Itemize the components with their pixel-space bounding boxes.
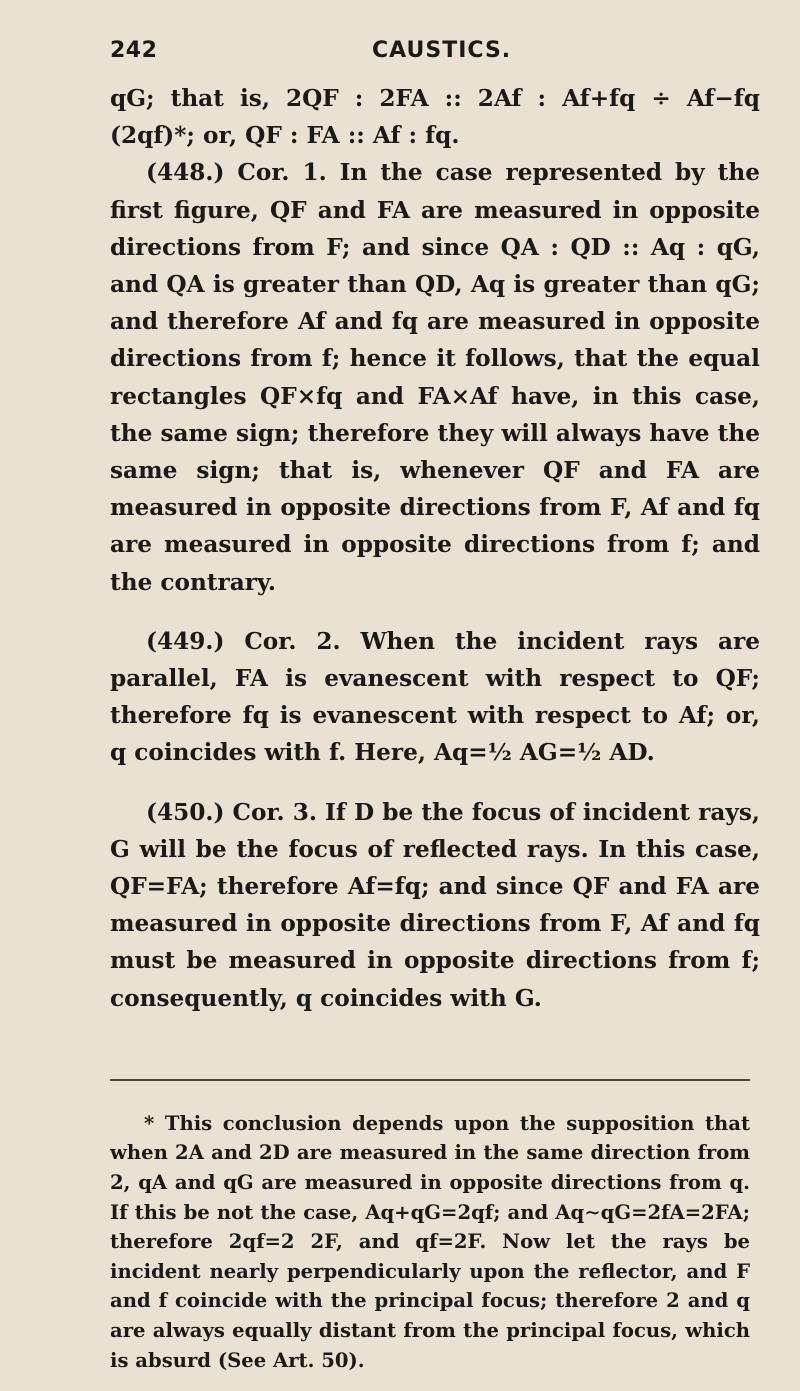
running-head bbox=[110, 38, 760, 78]
page-number: 242 bbox=[110, 38, 158, 63]
paragraph-448: (448.) Cor. 1. In the case represented by the first figure, QF and FA are measured in opposite directions from F; and since QA : QD :: Aq : qG, and QA is greater than QD, Aq is greater than qG; and therefore Af and fq are measured in opposite directions from f; hence it follows, that the equal rectangles QF×fq and FA×Af have, in this case, the same sign; therefore they will always have the same sign; that is, whenever QF and FA are measured in opposite directions from F, Af and fq are measured in opposite directions from f; and the contrary. bbox=[110, 159, 760, 596]
body-text bbox=[110, 80, 760, 1017]
footnote: * This conclusion depends upon the supposition that when 2A and 2D are measured in the same direction from 2, qA and qG are measured in opposite directions from q. If this be not the case, Aq+qG=2qf; and Aq∼qG=2fA=2FA; therefore 2qf=2 2F, and qf=2F. Now let the rays be incident nearly perpendicularly upon the reflector, and F and f coincide with the principal focus; therefore 2 and q are always equally distant from the principal focus, which is absurd (See Art. 50). bbox=[110, 1111, 750, 1372]
running-title: CAUSTICS. bbox=[372, 38, 512, 63]
paragraph-450: (450.) Cor. 3. If D be the focus of incident rays, G will be the focus of reflected rays. In this case, QF=FA; therefore Af=fq; and since QF and FA are measured in opposite directions from F, Af and fq must be measured in opposite directions from f; consequently, q coincides with G. bbox=[110, 798, 760, 1012]
paragraph-449: (449.) Cor. 2. When the incident rays are parallel, FA is evanescent with respect to QF; therefore fq is evanescent with respect to Af; or, q coincides with f. Here, Aq=½ AG=½ AD. bbox=[110, 627, 760, 767]
footnote-rule bbox=[110, 1079, 750, 1081]
paragraph-continuation: qG; that is, 2QF : 2FA :: 2Af : Af+fq ÷ Af−fq (2qf)*; or, QF : FA :: Af : fq. bbox=[110, 85, 760, 150]
